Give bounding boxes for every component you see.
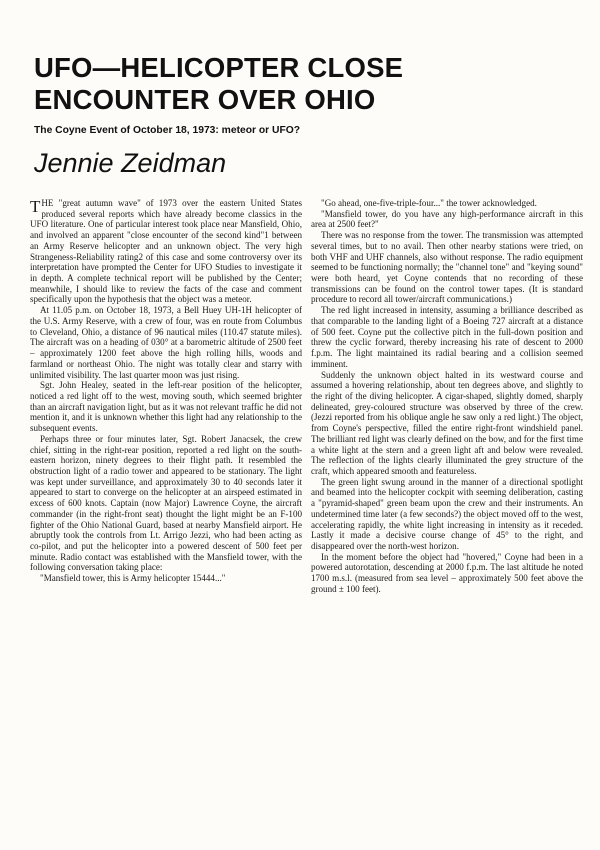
- paragraph: At 11.05 p.m. on October 18, 1973, a Bell Huey UH-1H helicopter of the U.S. Army Reserve, with a crew of four, was en route from Columbus to Cleveland, Ohio, a distance of 96 nautical miles (110.47 statute miles). The aircraft was on a heading of 030° at a barometric altitude of 2500 feet – approximately 1200 feet above the high rolling hills, woods and farmland or northeast Ohio. The night was totally clear and starry with unlimited visibility. The last quarter moon was just rising.: [30, 305, 302, 380]
- paragraph: THE "great autumn wave" of 1973 over the eastern United States produced several reports which have already become classics in the UFO literature. One of particular interest took place near Mansfield, Ohio, and involved an apparent "close encounter of the second kind"1 between an Army Reserve helicopter and an unknown object. The very high Strangeness-Reliability rating2 of this case and some controversy over its interpretation have prompted the Center for UFO Studies to investigate it in depth. A complete technical report will be published by the Center; meanwhile, I should like to review the facts of the case and comment specifically upon the hypothesis that the object was a meteor.: [30, 197, 302, 305]
- paragraph: In the moment before the object had "hovered," Coyne had been in a powered autorotation, descending at 2000 f.p.m. The last altitude he noted 1700 m.s.l. (measured from sea level – approximately 500 feet above the ground ± 100 feet).: [311, 551, 583, 594]
- paragraph: "Mansfield tower, this is Army helicopter 15444...": [40, 573, 226, 584]
- article-headline: [34, 52, 574, 116]
- author-byline: Jennie Zeidman: [34, 148, 227, 178]
- paragraph: The green light swung around in the manner of a directional spotlight and beamed into the helicopter cockpit with seeming deliberation, casting a "pyramid-shaped" green beam upon the crew and their instruments. An undetermined time later (a few seconds?) the object moved off to the west, accelerating rapidly, the white light increasing in intensity as it receded. Lastly it made a decisive course change of 45° to the right, and disappeared over the north-west horizon.: [311, 476, 583, 551]
- paragraph: The red light increased in intensity, assuming a brilliance described as that comparable to the landing light of a Boeing 727 aircraft at a distance of 500 feet. Coyne put the collective pitch in the full-down position and threw the cyclic forward, thereby increasing his rate of descent to 2000 f.p.m. The light maintained its radial bearing and a collision seemed imminent.: [311, 305, 583, 369]
- paragraph: Suddenly the unknown object halted in its westward course and assumed a hovering relationship, about ten degrees above, and slightly to the right of the diving helicopter. A cigar-shaped, slightly domed, sharply delineated, grey-coloured structure was observed by three of the crew. (Jezzi reported from his oblique angle he saw only a red light.) The object, from Coyne's perspective, filled the entire right-front windshield panel. The brilliant red light was clearly defined on the bow, and for the first time a white light at the stern and a green light aft and below were revealed. The reflection of the lights clearly illuminated the grey structure of the craft, which appeared smooth and featureless.: [311, 369, 583, 476]
- article-subtitle: The Coyne Event of October 18, 1973: meteor or UFO?: [34, 125, 301, 136]
- headline-line-2: ENCOUNTER OVER OHIO: [34, 84, 376, 115]
- paragraph: "Go ahead, one-five-triple-four..." the tower acknowledged.: [321, 198, 537, 208]
- paragraph: Sgt. John Healey, seated in the left-rear position of the helicopter, noticed a red light off to the west, moving south, which seemed brighter than an aircraft navigation light, but as it was not relevant traffic he did not mention it, and it is unknown whether this light had any relationship to the subsequent events.: [30, 380, 302, 434]
- paragraph: There was no response from the tower. The transmission was attempted several times, but to no avail. Then other nearby stations were tried, on both VHF and UHF channels, also without response. The radio equipment seemed to be functioning normally; the "channel tone" and "keying sound" were both heard, yet Coyne contends that no recording of these transmissions can be found on the control tower tapes. (It is standard procedure to record all tower/aircraft communications.): [311, 230, 583, 305]
- left-column: [30, 198, 302, 584]
- paragraph: Perhaps three or four minutes later, Sgt. Robert Janacsek, the crew chief, sitting in the right-rear position, reported a red light on the south-eastern horizon, ninety degrees to their flight path. It resembled the obstruction light of a radio tower and appeared to be stationary. The light was kept under surveillance, and approximately 30 to 40 seconds later it appeared to start to converge on the helicopter at an airspeed estimated in excess of 600 knots. Captain (now Major) Lawrence Coyne, the aircraft commander (in the right-front seat) thought the light might be an F-100 fighter of the Ohio National Guard, based at nearby Mansfield airport. He abruptly took the controls from Lt. Arrigo Jezzi, who had been acting as co-pilot, and put the helicopter into a powered descent of 500 feet per minute. Radio contact was established with the Mansfield tower, with the following conversation taking place:: [30, 433, 302, 573]
- paragraph: "Mansfield tower, do you have any high-performance aircraft in this area at 2500 feet?": [311, 208, 583, 230]
- headline-line-1: UFO—HELICOPTER CLOSE: [34, 52, 404, 83]
- right-column: [311, 198, 583, 595]
